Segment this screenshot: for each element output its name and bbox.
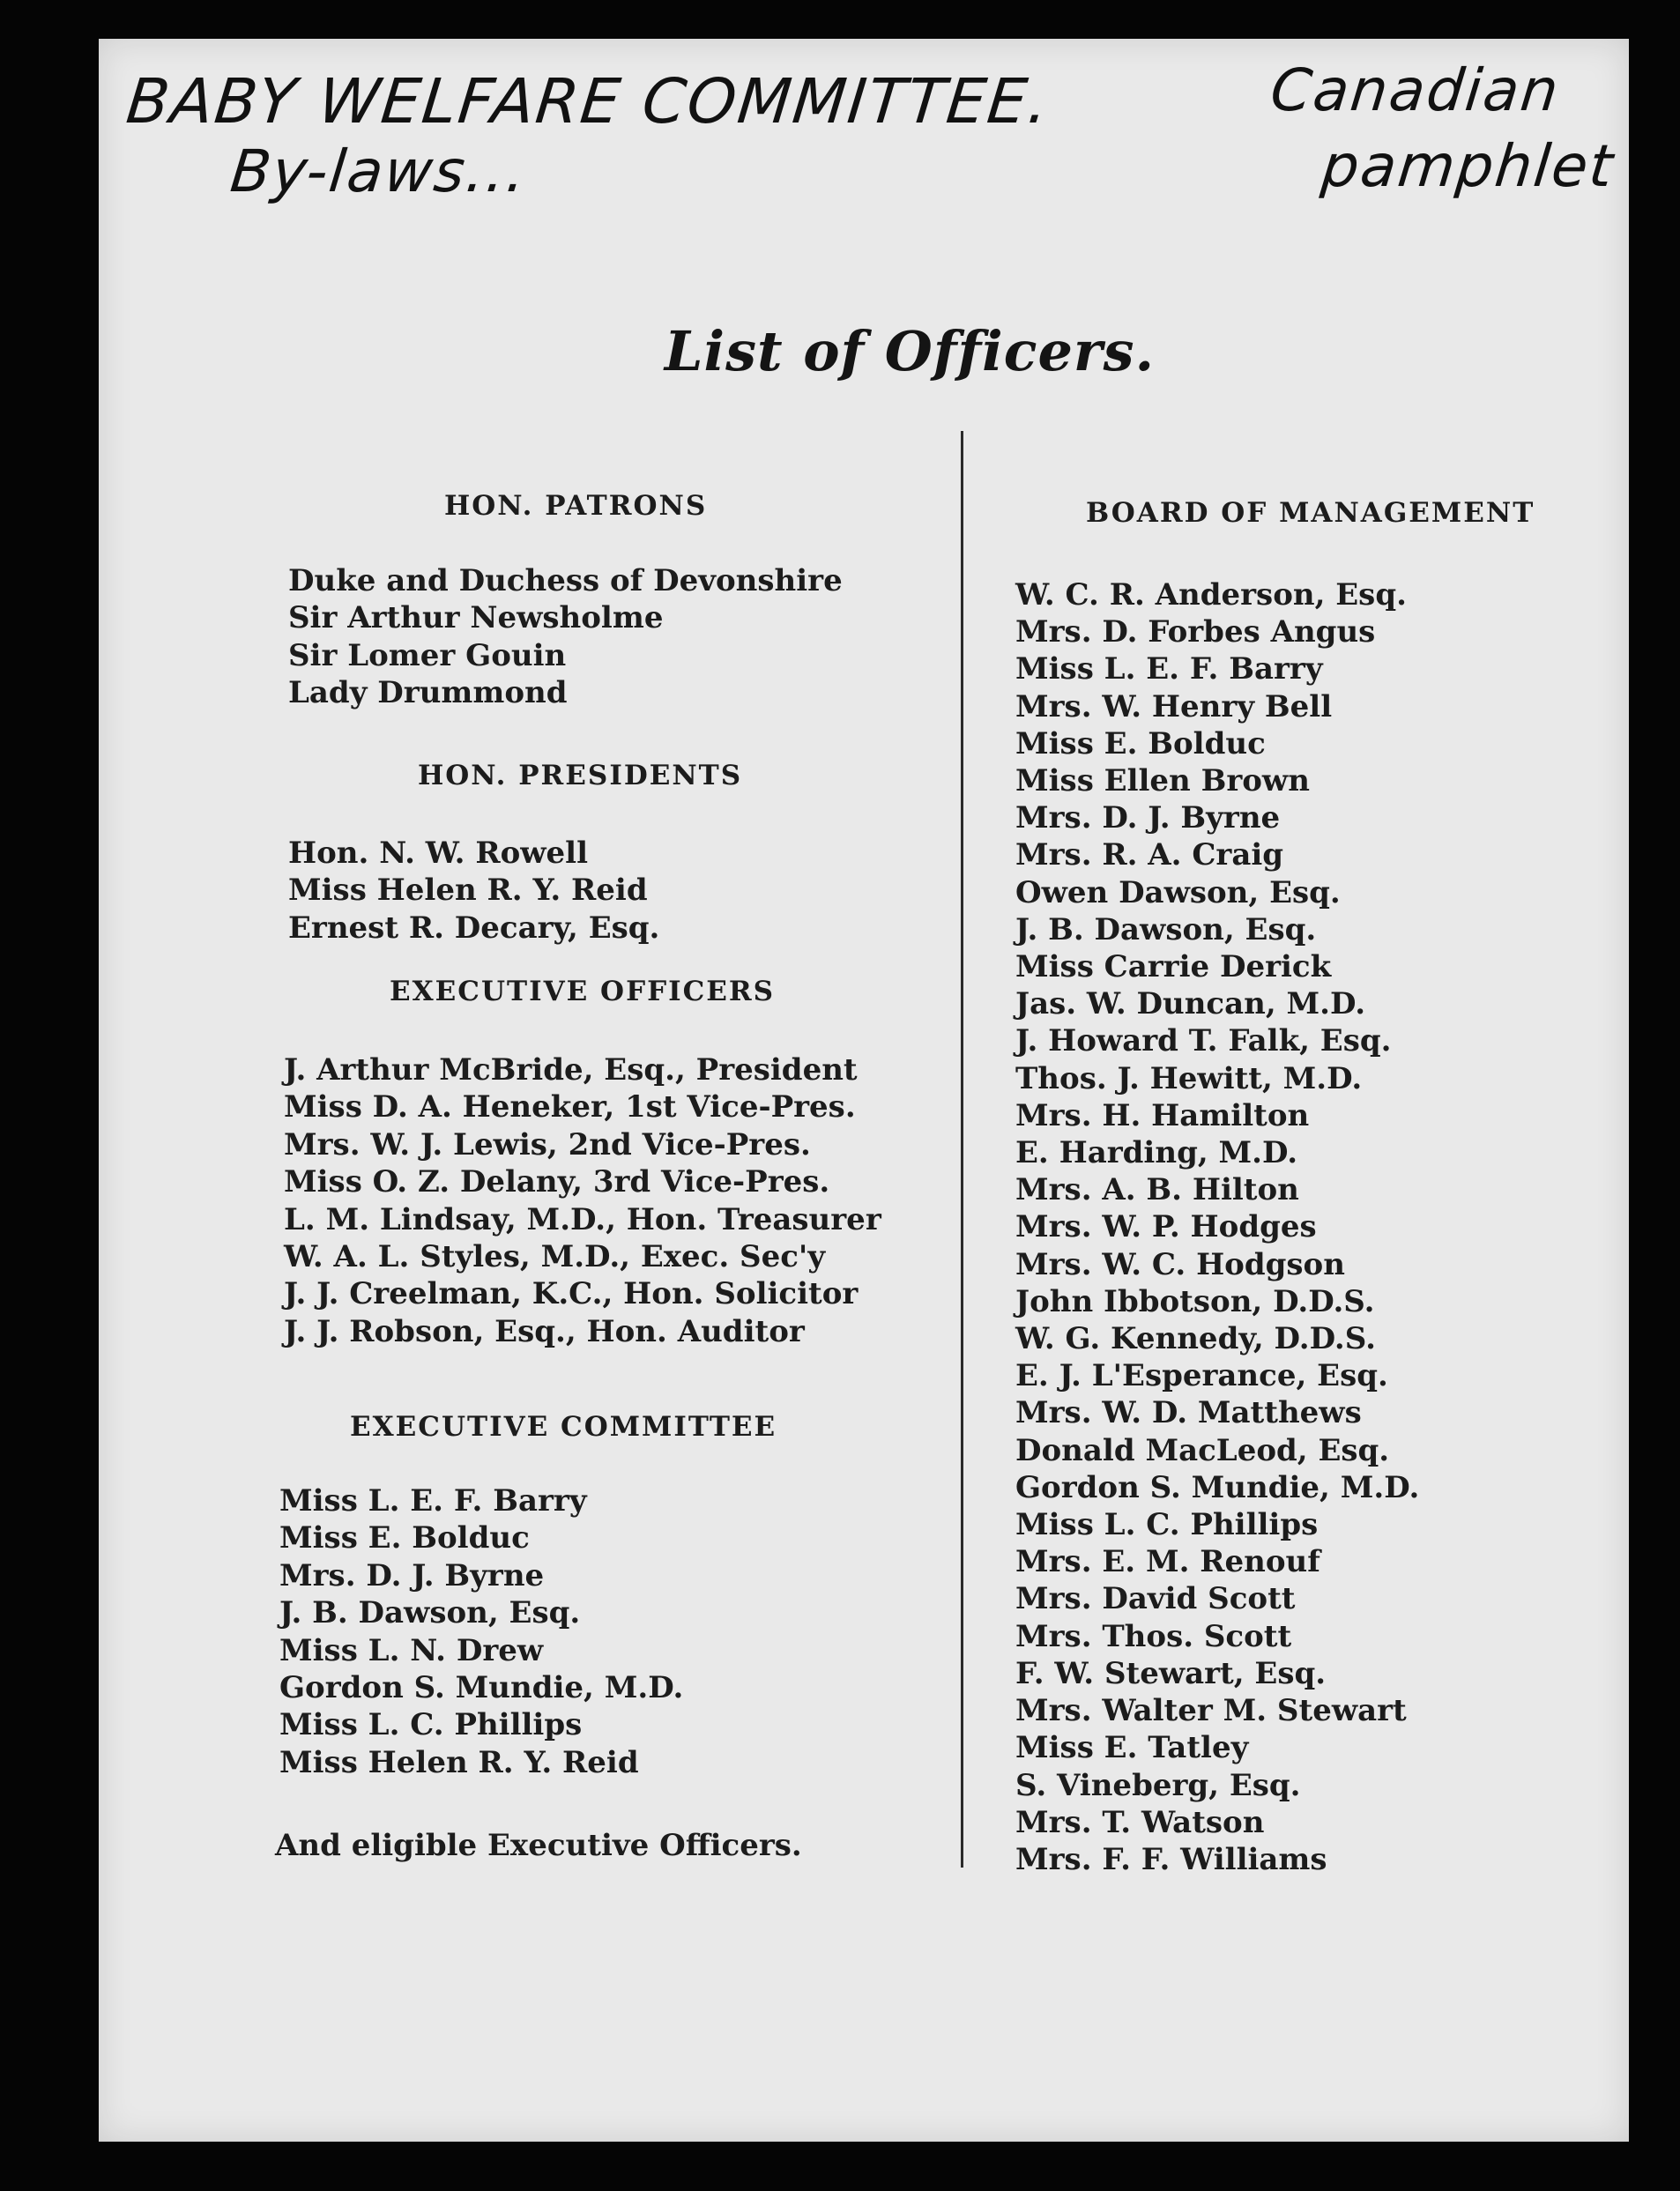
- officer-name: Mrs. A. B. Hilton: [1015, 1172, 1299, 1208]
- officer-name: Miss O. Z. Delany, 3rd Vice-Pres.: [284, 1164, 830, 1200]
- officer-name: Mrs. David Scott: [1015, 1581, 1296, 1617]
- list-hon-presidents: [288, 835, 659, 947]
- officer-name: Miss L. C. Phillips: [1015, 1507, 1319, 1543]
- executive-committee-note: And eligible Executive Officers.: [275, 1828, 802, 1863]
- officer-name: W. G. Kennedy, D.D.S.: [1015, 1321, 1376, 1357]
- officer-name: John Ibbotson, D.D.S.: [1015, 1283, 1375, 1319]
- officer-name: E. Harding, M.D.: [1015, 1135, 1298, 1171]
- officer-name: Donald MacLeod, Esq.: [1015, 1432, 1390, 1468]
- officer-name: Mrs. W. D. Matthews: [1015, 1395, 1362, 1431]
- officer-name: Duke and Duchess of Devonshire: [288, 563, 843, 598]
- officer-name: Miss L. N. Drew: [279, 1632, 544, 1668]
- officer-name: Hon. N. W. Rowell: [288, 836, 588, 871]
- officer-name: Mrs. R. A. Craig: [1015, 837, 1284, 873]
- officer-name: Thos. J. Hewitt, M.D.: [1015, 1060, 1363, 1096]
- officer-name: Sir Lomer Gouin: [288, 637, 567, 673]
- list-executive-officers: [284, 1051, 881, 1350]
- column-divider: [961, 431, 963, 1868]
- heading-board-of-management: BOARD OF MANAGEMENT: [1086, 497, 1535, 529]
- list-hon-patrons: [288, 562, 843, 712]
- handwritten-note-line1: Canadian: [1267, 56, 1564, 124]
- officer-name: Miss Helen R. Y. Reid: [288, 873, 648, 909]
- officer-name: Mrs. F. F. Williams: [1015, 1841, 1327, 1877]
- officer-name: Miss L. E. F. Barry: [279, 1483, 587, 1519]
- officer-name: W. A. L. Styles, M.D., Exec. Sec'y: [284, 1239, 826, 1275]
- officer-name: Mrs. W. J. Lewis, 2nd Vice-Pres.: [284, 1126, 811, 1162]
- document-page: [99, 39, 1629, 2142]
- heading-executive-committee: EXECUTIVE COMMITTEE: [350, 1411, 777, 1443]
- officer-name: L. M. Lindsay, M.D., Hon. Treasurer: [284, 1201, 881, 1237]
- officer-name: Mrs. W. Henry Bell: [1015, 688, 1333, 724]
- officer-name: Miss D. A. Heneker, 1st Vice-Pres.: [284, 1089, 856, 1125]
- officer-name: Jas. W. Duncan, M.D.: [1015, 986, 1366, 1022]
- officer-name: Miss L. E. F. Barry: [1015, 651, 1323, 687]
- list-board-of-management: [1015, 576, 1419, 1878]
- officer-name: Mrs. H. Hamilton: [1015, 1097, 1310, 1133]
- officer-name: Mrs. W. C. Hodgson: [1015, 1246, 1345, 1282]
- officer-name: Mrs. W. P. Hodges: [1015, 1209, 1317, 1245]
- heading-executive-officers: EXECUTIVE OFFICERS: [390, 976, 776, 1007]
- officer-name: Mrs. D. J. Byrne: [1015, 800, 1281, 836]
- officer-name: Mrs. Walter M. Stewart: [1015, 1693, 1407, 1729]
- officer-name: Miss E. Bolduc: [1015, 725, 1266, 761]
- officer-name: Gordon S. Mundie, M.D.: [279, 1670, 684, 1706]
- officer-name: Lady Drummond: [288, 675, 568, 711]
- officer-name: J. J. Robson, Esq., Hon. Auditor: [284, 1313, 805, 1349]
- officer-name: Mrs. Thos. Scott: [1015, 1618, 1292, 1654]
- officer-name: Mrs. D. Forbes Angus: [1015, 614, 1376, 650]
- heading-hon-patrons: HON. PATRONS: [444, 490, 708, 522]
- officer-name: J. B. Dawson, Esq.: [1015, 911, 1317, 947]
- officer-name: Mrs. D. J. Byrne: [279, 1557, 545, 1593]
- officer-name: F. W. Stewart, Esq.: [1015, 1655, 1327, 1691]
- officer-name: J. Arthur McBride, Esq., President: [284, 1052, 858, 1088]
- officer-name: Miss L. C. Phillips: [279, 1707, 583, 1743]
- officer-name: Miss E. Tatley: [1015, 1730, 1249, 1766]
- officer-name: Owen Dawson, Esq.: [1015, 874, 1341, 910]
- list-executive-committee: [279, 1482, 683, 1781]
- officer-name: Gordon S. Mundie, M.D.: [1015, 1469, 1420, 1505]
- heading-hon-presidents: HON. PRESIDENTS: [418, 760, 743, 791]
- officer-name: W. C. R. Anderson, Esq.: [1015, 577, 1407, 613]
- officer-name: J. B. Dawson, Esq.: [279, 1595, 581, 1631]
- officer-name: S. Vineberg, Esq.: [1015, 1767, 1301, 1803]
- officer-name: Miss E. Bolduc: [279, 1520, 530, 1556]
- handwritten-note-line2: pamphlet: [1318, 132, 1618, 200]
- officer-name: Sir Arthur Newsholme: [288, 600, 664, 636]
- officer-name: Mrs. T. Watson: [1015, 1804, 1265, 1840]
- officer-name: Miss Helen R. Y. Reid: [279, 1744, 639, 1780]
- handwritten-title: BABY WELFARE COMMITTEE.: [123, 65, 1054, 137]
- officer-name: E. J. L'Esperance, Esq.: [1015, 1358, 1388, 1394]
- officer-name: J. Howard T. Falk, Esq.: [1015, 1023, 1392, 1059]
- handwritten-subtitle: By-laws...: [227, 137, 531, 205]
- officer-name: Ernest R. Decary, Esq.: [288, 910, 660, 946]
- officer-name: J. J. Creelman, K.C., Hon. Solicitor: [284, 1276, 859, 1312]
- document-title: List of Officers.: [664, 319, 1156, 383]
- officer-name: Miss Ellen Brown: [1015, 763, 1310, 799]
- officer-name: Mrs. E. M. Renouf: [1015, 1544, 1320, 1580]
- officer-name: Miss Carrie Derick: [1015, 949, 1332, 985]
